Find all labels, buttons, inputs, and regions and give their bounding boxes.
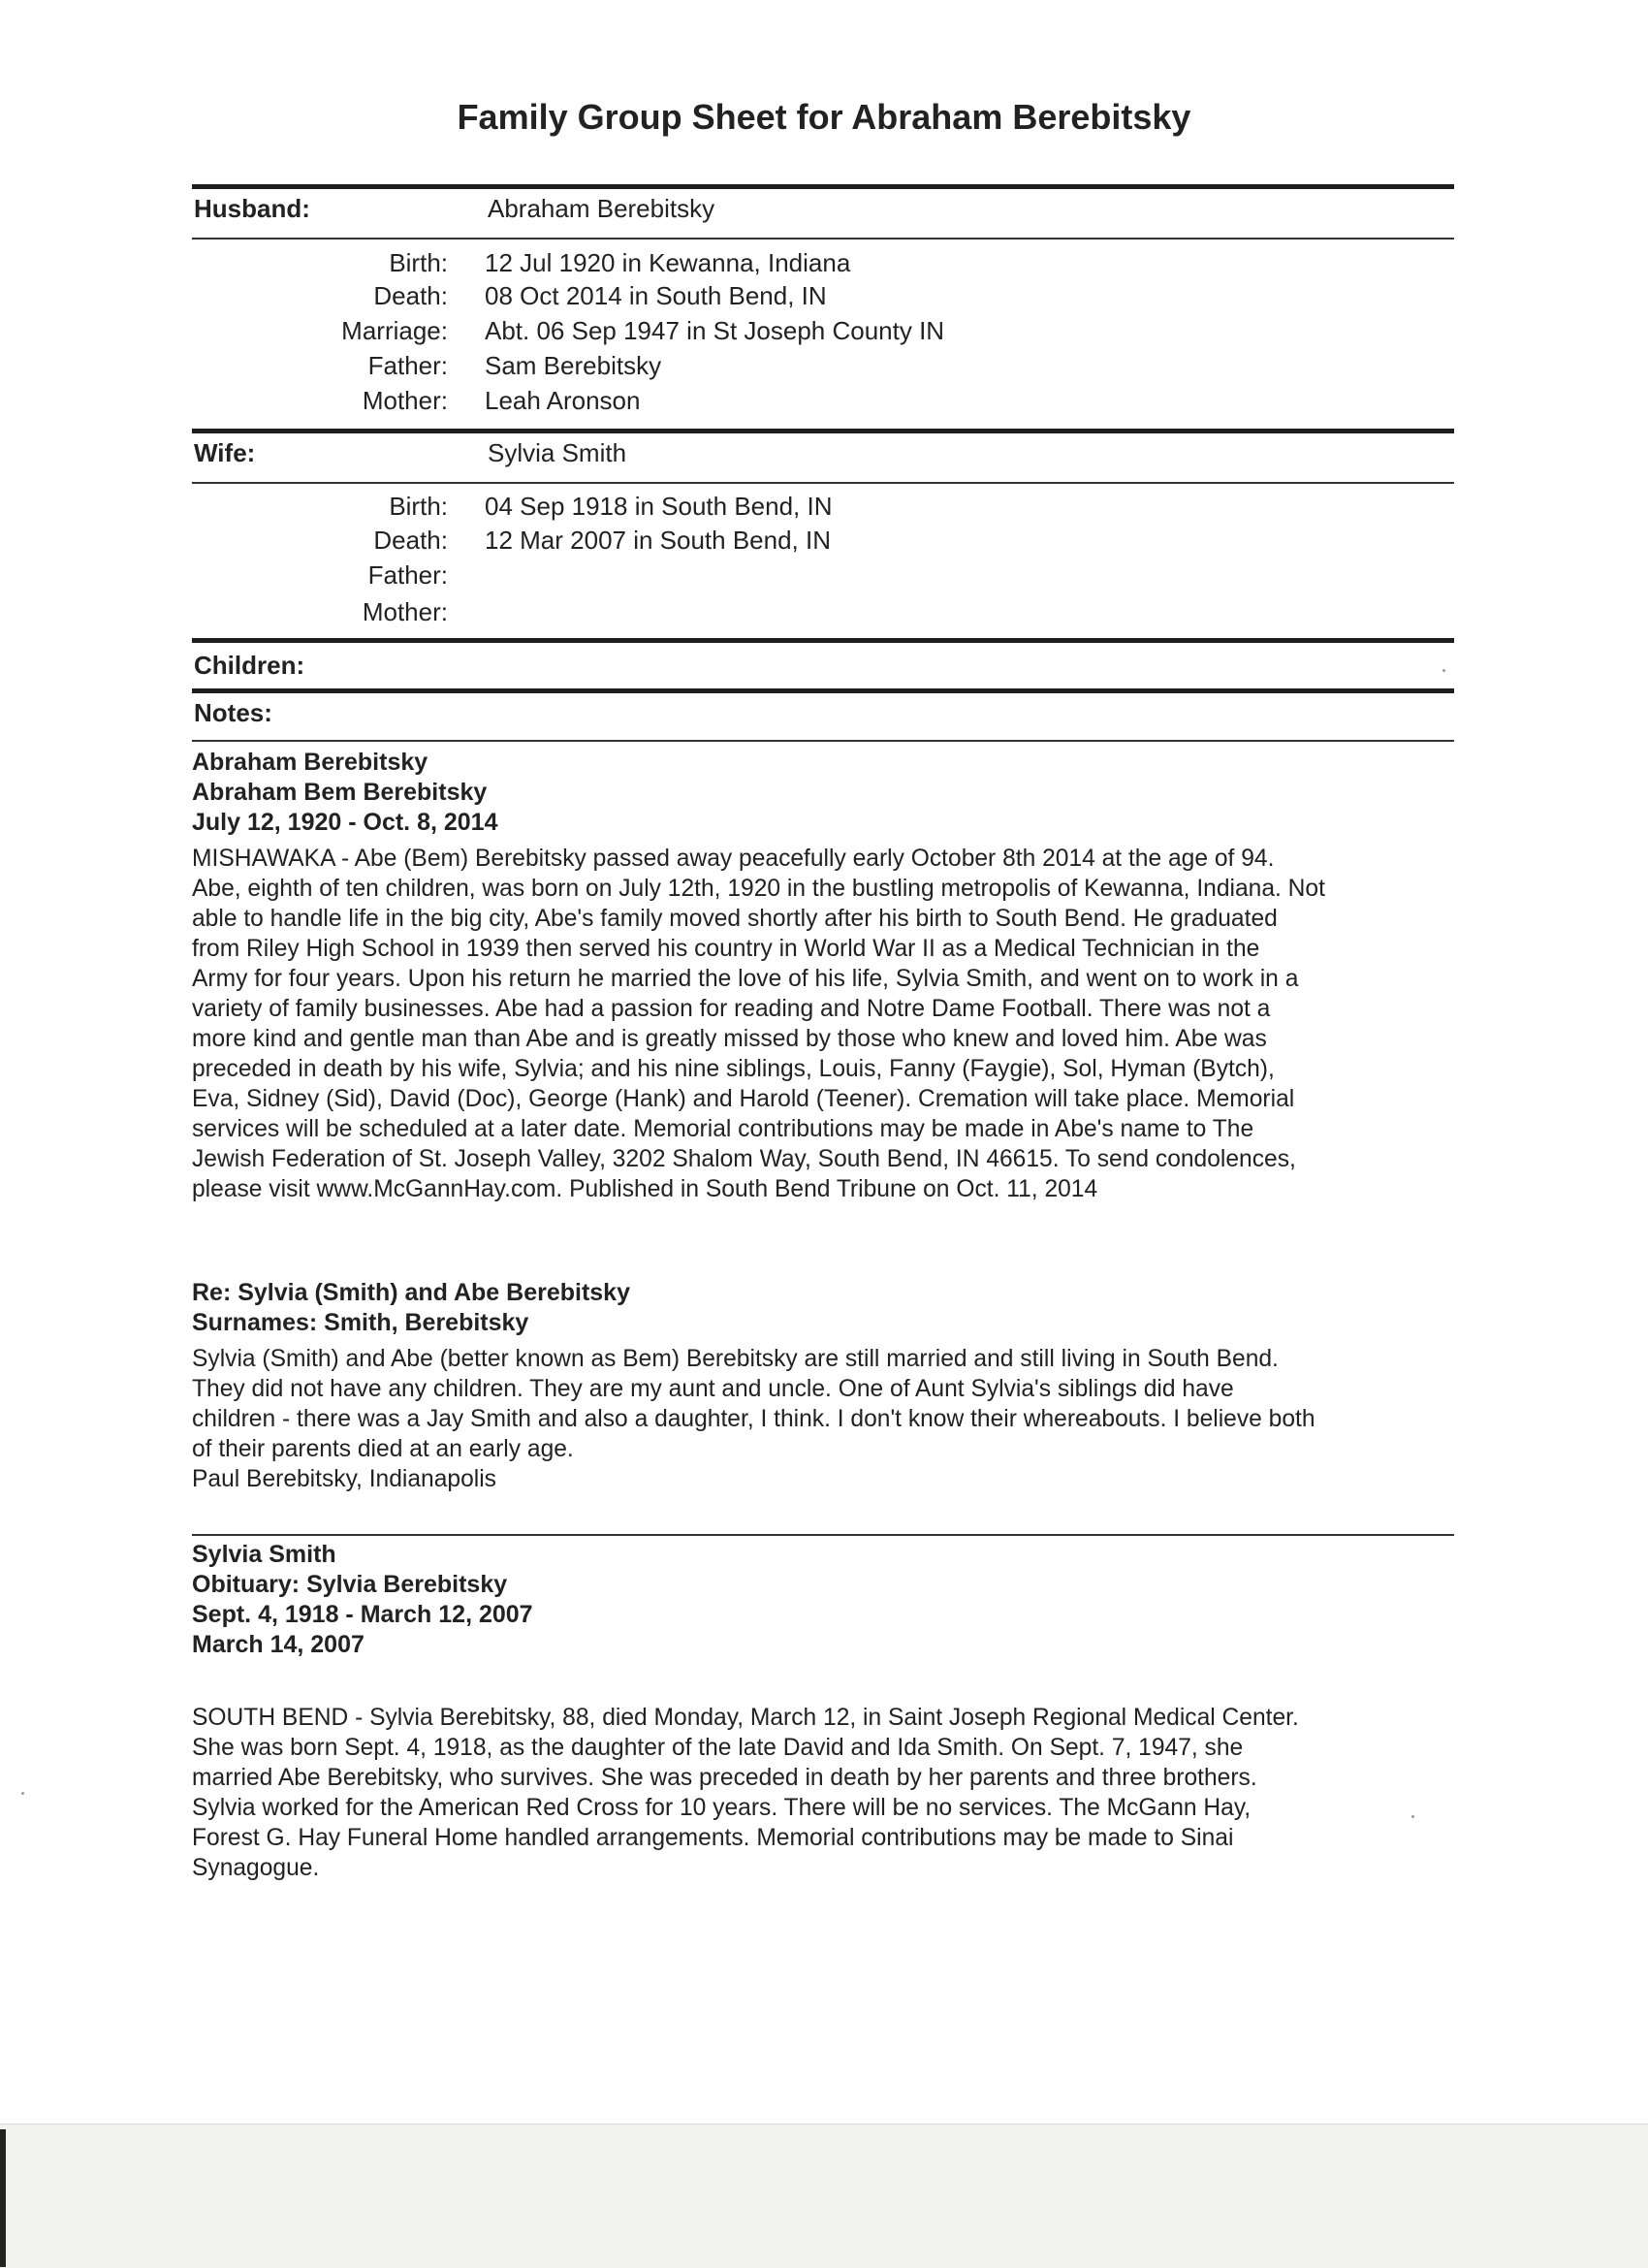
note-heading-line: Sept. 4, 1918 - March 12, 2007	[192, 1601, 533, 1628]
notes-label: Notes:	[194, 698, 272, 727]
note-text-line: able to handle life in the big city, Abe's family moved shortly after his birth to South Bend. He graduated	[192, 906, 1278, 932]
note-text-line: Sylvia (Smith) and Abe (better known as Bem) Berebitsky are still married and still living in South Bend.	[192, 1346, 1279, 1372]
note-heading-line: Sylvia Smith	[192, 1541, 336, 1568]
note-heading	[192, 1540, 533, 1660]
note-heading-line: Obituary: Sylvia Berebitsky	[192, 1571, 508, 1598]
husband-death-label: Death:	[373, 281, 448, 310]
note-text-line: more kind and gentle man than Abe and is greatly missed by those who knew and loved him. Abe was	[192, 1026, 1267, 1052]
page-title: Family Group Sheet for Abraham Berebitsky	[457, 97, 1191, 137]
note-heading-line: Surnames: Smith, Berebitsky	[192, 1309, 529, 1336]
note-text-line: please visit www.McGannHay.com. Published in South Bend Tribune on Oct. 11, 2014	[192, 1176, 1098, 1202]
section-divider	[192, 482, 1454, 484]
husband-birth-label: Birth:	[389, 248, 448, 277]
note-text-line: Forest G. Hay Funeral Home handled arrangements. Memorial contributions may be made to Sinai	[192, 1825, 1234, 1851]
note-heading-line: Re: Sylvia (Smith) and Abe Berebitsky	[192, 1279, 630, 1306]
scan-speck	[21, 1792, 24, 1795]
note-text-line: Army for four years. Upon his return he married the love of his life, Sylvia Smith, and went on to work in a	[192, 966, 1299, 992]
husband-father-value: Sam Berebitsky	[485, 351, 662, 380]
wife-name: Sylvia Smith	[488, 438, 627, 467]
note-body	[192, 1703, 1470, 1883]
note-heading-line: July 12, 1920 - Oct. 8, 2014	[192, 809, 498, 836]
husband-name: Abraham Berebitsky	[488, 194, 715, 223]
section-rule	[192, 688, 1454, 693]
section-rule	[192, 184, 1454, 189]
wife-birth-value: 04 Sep 1918 in South Bend, IN	[485, 492, 833, 521]
wife-birth-label: Birth:	[389, 492, 448, 521]
husband-mother-value: Leah Aronson	[485, 386, 641, 415]
wife-death-label: Death:	[373, 526, 448, 555]
note-text-line: She was born Sept. 4, 1918, as the daughter of the late David and Ida Smith. On Sept. 7, 1947, she	[192, 1735, 1244, 1761]
note-text-line: Eva, Sidney (Sid), David (Doc), George (Hank) and Harold (Teener). Cremation will take place. Memorial	[192, 1086, 1295, 1112]
note-text-line: married Abe Berebitsky, who survives. She was preceded in death by her parents and three brothers.	[192, 1765, 1257, 1791]
scan-speck	[1411, 1815, 1414, 1818]
note-text-line: MISHAWAKA - Abe (Bem) Berebitsky passed away peacefully early October 8th 2014 at the age of 94.	[192, 846, 1275, 872]
husband-mother-label: Mother:	[362, 386, 448, 415]
children-label: Children:	[194, 651, 305, 680]
note-heading-line: Abraham Bem Berebitsky	[192, 779, 488, 806]
note-text-line: children - there was a Jay Smith and also a daughter, I think. I don't know their whereabouts. I believe both	[192, 1406, 1315, 1432]
note-text-line: SOUTH BEND - Sylvia Berebitsky, 88, died Monday, March 12, in Saint Joseph Regional Medical Center.	[192, 1705, 1299, 1731]
husband-death-value: 08 Oct 2014 in South Bend, IN	[485, 281, 827, 310]
husband-label: Husband:	[194, 194, 310, 223]
note-text-line: from Riley High School in 1939 then served his country in World War II as a Medical Technician in the	[192, 936, 1260, 962]
note-text-line: of their parents died at an early age.	[192, 1436, 574, 1462]
husband-father-label: Father:	[367, 351, 448, 380]
note-text-line: preceded in death by his wife, Sylvia; and his nine siblings, Louis, Fanny (Faygie), Sol, Hyman (Bytch),	[192, 1056, 1275, 1082]
section-rule	[192, 429, 1454, 433]
husband-birth-value: 12 Jul 1920 in Kewanna, Indiana	[485, 248, 851, 277]
section-rule	[192, 638, 1454, 643]
note-heading	[192, 1278, 630, 1338]
section-divider	[192, 740, 1454, 742]
note-text-line: Jewish Federation of St. Joseph Valley, 3202 Shalom Way, South Bend, IN 46615. To send condolences,	[192, 1146, 1296, 1172]
note-text-line: Abe, eighth of ten children, was born on July 12th, 1920 in the bustling metropolis of Kewanna, Indiana. Not	[192, 876, 1325, 902]
note-divider	[192, 1534, 1454, 1536]
note-heading	[192, 748, 497, 838]
note-heading-line: March 14, 2007	[192, 1631, 364, 1658]
husband-marriage-value: Abt. 06 Sep 1947 in St Joseph County IN	[485, 316, 945, 345]
section-divider	[192, 238, 1454, 240]
wife-death-value: 12 Mar 2007 in South Bend, IN	[485, 526, 832, 555]
note-text-line: Sylvia worked for the American Red Cross for 10 years. There will be no services. The McGann Hay,	[192, 1795, 1252, 1821]
note-text-line: Synagogue.	[192, 1855, 320, 1881]
note-text-line: services will be scheduled at a later date. Memorial contributions may be made in Abe's name to The	[192, 1116, 1254, 1142]
note-text-line: They did not have any children. They are my aunt and uncle. One of Aunt Sylvia's siblings did have	[192, 1376, 1234, 1402]
husband-marriage-label: Marriage:	[341, 316, 448, 345]
scanner-edge	[0, 2129, 6, 2267]
scanner-bed	[0, 2124, 1648, 2268]
note-body	[192, 1344, 1470, 1494]
wife-label: Wife:	[194, 438, 256, 467]
wife-mother-label: Mother:	[362, 597, 448, 626]
wife-father-label: Father:	[367, 560, 448, 590]
note-heading-line: Abraham Berebitsky	[192, 749, 428, 776]
note-text-line: variety of family businesses. Abe had a passion for reading and Notre Dame Football. There was not a	[192, 996, 1271, 1022]
note-body	[192, 844, 1470, 1204]
note-text-line: Paul Berebitsky, Indianapolis	[192, 1466, 496, 1492]
scan-speck	[1442, 669, 1445, 672]
